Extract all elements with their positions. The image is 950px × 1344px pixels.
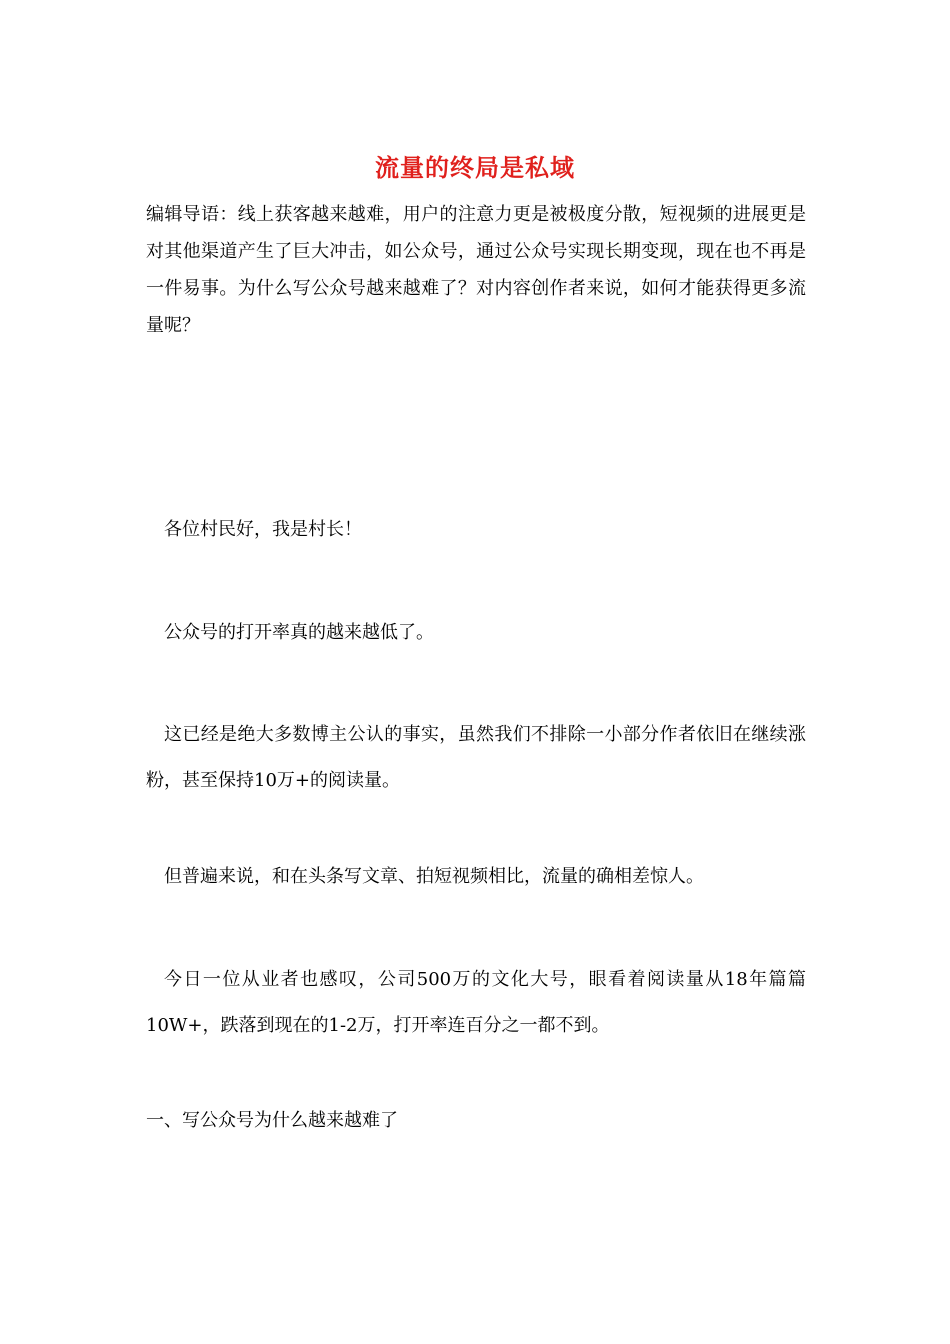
document-title: 流量的终局是私域 xyxy=(375,153,575,182)
editor-intro: 编辑导语：线上获客越来越难，用户的注意力更是被极度分散，短视频的进展更是对其他渠道产生了巨大冲击，如公众号，通过公众号实现长期变现，现在也不再是一件易事。为什么写公众号越来越难了？对内容创作者来说，如何才能获得更多流量呢？ xyxy=(146,204,806,336)
section-heading: 一、写公众号为什么越来越难了 xyxy=(146,1110,398,1131)
paragraph-open-rate: 公众号的打开率真的越来越低了。 xyxy=(164,622,434,643)
paragraph-consensus: 这已经是绝大多数博主公认的事实，虽然我们不排除一小部分作者依旧在继续涨粉，甚至保持10万+的阅读量。 xyxy=(146,724,806,791)
paragraph-practitioner: 今日一位从业者也感叹，公司500万的文化大号，眼看着阅读量从18年篇篇10W+，跌落到现在的1-2万，打开率连百分之一都不到。 xyxy=(146,969,806,1036)
paragraph-comparison: 但普遍来说，和在头条写文章、拍短视频相比，流量的确相差惊人。 xyxy=(164,866,704,887)
paragraph-greeting: 各位村民好，我是村长！ xyxy=(164,519,362,540)
